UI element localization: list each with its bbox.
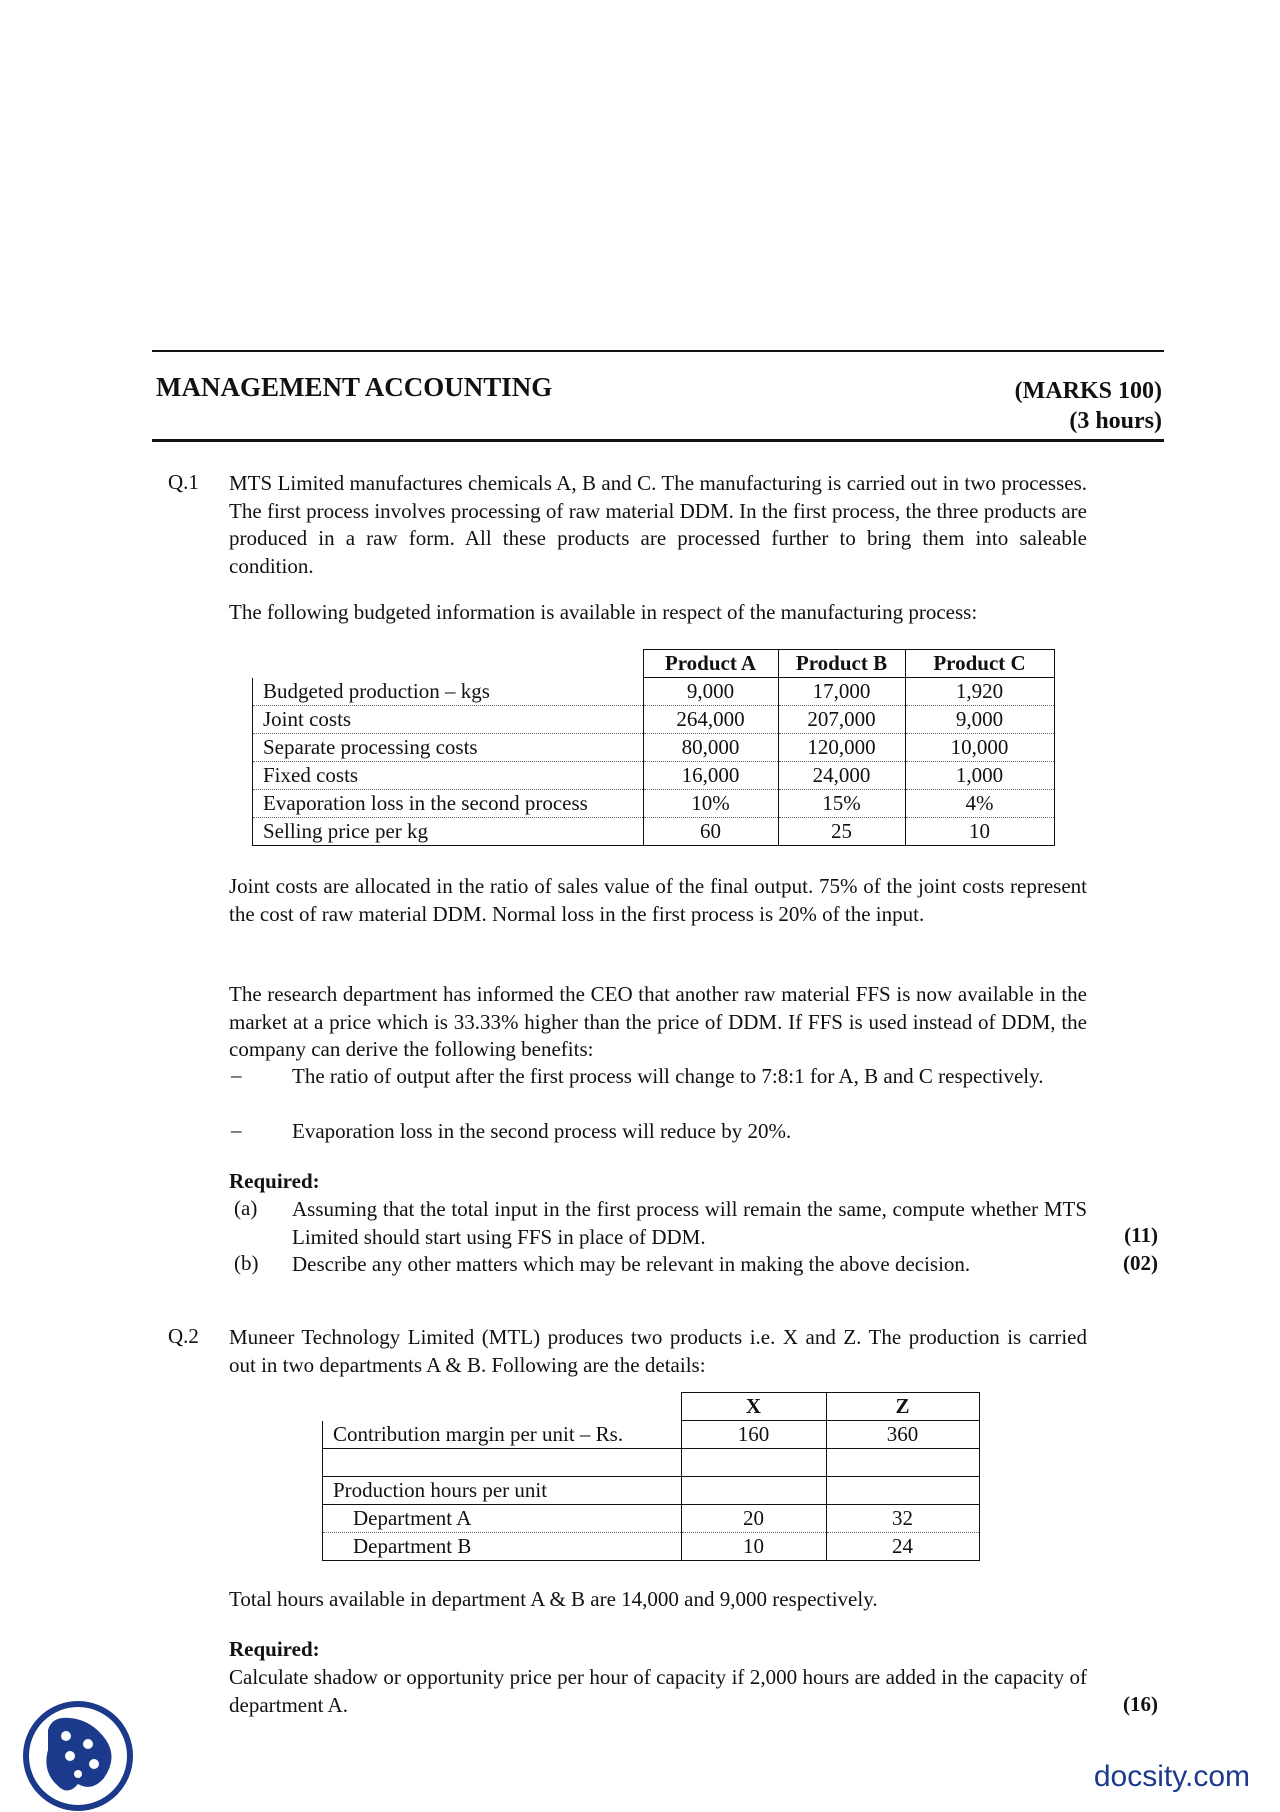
row-label: Contribution margin per unit – Rs. xyxy=(323,1421,682,1449)
research-paragraph: The research department has informed the CEO that another raw material FFS is now available in the market at a price which is 33.33% higher than the price of DDM. If FFS is used instead of DDM, the company can derive the following benefits: xyxy=(229,982,1087,1061)
question-1-budget-intro: The following budgeted information is available in respect of the manufacturing process: xyxy=(229,600,978,624)
cell-value: 10 xyxy=(681,1533,826,1561)
question-1-number: Q.1 xyxy=(168,470,199,494)
cell-value: 10 xyxy=(905,818,1054,846)
col-product-x: X xyxy=(681,1393,826,1421)
row-label: Department B xyxy=(323,1533,682,1561)
bullet-dash: – xyxy=(231,1118,242,1142)
cell-value: 160 xyxy=(681,1421,826,1449)
question-2-intro: Muneer Technology Limited (MTL) produces two products i.e. X and Z. The production is carried out in two departments A & B. Following are the details: xyxy=(229,1325,1087,1377)
table-row xyxy=(323,1421,980,1449)
table-row xyxy=(323,1449,980,1477)
header-top-rule xyxy=(152,350,1164,352)
header-marks xyxy=(1015,376,1162,436)
part-b-text: Describe any other matters which may be relevant in making the above decision. xyxy=(292,1252,971,1276)
question-2-number: Q.2 xyxy=(168,1324,199,1348)
cell-value xyxy=(826,1477,979,1505)
row-label: Budgeted production – kgs xyxy=(253,678,644,706)
cell-value: 16,000 xyxy=(643,762,778,790)
row-label: Evaporation loss in the second process xyxy=(253,790,644,818)
benefit-item-2: Evaporation loss in the second process will reduce by 20%. xyxy=(292,1119,792,1143)
total-marks: (MARKS 100) xyxy=(1014,378,1162,404)
table-row xyxy=(253,818,1055,846)
row-label xyxy=(323,1449,682,1477)
row-label: Separate processing costs xyxy=(253,734,644,762)
col-product-z: Z xyxy=(826,1393,979,1421)
cell-value: 80,000 xyxy=(643,734,778,762)
cell-value xyxy=(681,1449,826,1477)
cell-value: 24 xyxy=(826,1533,979,1561)
row-label: Joint costs xyxy=(253,706,644,734)
table-row xyxy=(323,1505,980,1533)
row-label: Fixed costs xyxy=(253,762,644,790)
cell-value: 25 xyxy=(778,818,905,846)
cell-value: 10% xyxy=(643,790,778,818)
table-row xyxy=(253,762,1055,790)
table-row xyxy=(253,706,1055,734)
cell-value: 15% xyxy=(778,790,905,818)
part-a-text: Assuming that the total input in the first process will remain the same, compute whether MTS Limited should start using FFS in place of DDM. xyxy=(292,1197,1087,1249)
cell-value: 20 xyxy=(681,1505,826,1533)
part-b-marks: (02) xyxy=(1123,1251,1158,1275)
cell-value: 60 xyxy=(643,818,778,846)
part-a-marks: (11) xyxy=(1124,1223,1158,1247)
cell-value: 9,000 xyxy=(905,706,1054,734)
production-table-header xyxy=(323,1393,980,1421)
cell-value: 4% xyxy=(905,790,1054,818)
col-product-a: Product A xyxy=(643,650,778,678)
cell-value: 1,920 xyxy=(905,678,1054,706)
cell-value: 120,000 xyxy=(778,734,905,762)
cell-value: 17,000 xyxy=(778,678,905,706)
bullet-dash: – xyxy=(231,1063,242,1087)
table-row xyxy=(253,790,1055,818)
cell-value xyxy=(826,1449,979,1477)
header-bottom-rule xyxy=(152,439,1164,442)
row-label: Production hours per unit xyxy=(323,1477,682,1505)
row-label: Selling price per kg xyxy=(253,818,644,846)
cell-value xyxy=(681,1477,826,1505)
production-table xyxy=(322,1392,980,1561)
page-title: MANAGEMENT ACCOUNTING xyxy=(156,372,553,402)
part-a-label: (a) xyxy=(234,1196,258,1220)
row-label: Department A xyxy=(323,1505,682,1533)
docsity-logo-icon[interactable] xyxy=(22,1700,134,1812)
table-row xyxy=(253,734,1055,762)
cell-value: 207,000 xyxy=(778,706,905,734)
table-row xyxy=(253,678,1055,706)
docsity-brand-link[interactable]: docsity.com xyxy=(1093,1760,1250,1793)
cell-value: 264,000 xyxy=(643,706,778,734)
budget-table xyxy=(252,649,1055,846)
joint-costs-paragraph: Joint costs are allocated in the ratio of sales value of the final output. 75% of the joint costs represent the cost of raw material DDM. Normal loss in the first process is 20% of the input. xyxy=(229,874,1087,926)
cell-value: 10,000 xyxy=(905,734,1054,762)
cell-value: 24,000 xyxy=(778,762,905,790)
cell-value: 9,000 xyxy=(643,678,778,706)
q2-required-text: Calculate shadow or opportunity price per hour of capacity if 2,000 hours are added in the capacity of department A. xyxy=(229,1665,1087,1717)
cell-value: 1,000 xyxy=(905,762,1054,790)
col-product-b: Product B xyxy=(778,650,905,678)
q2-marks: (16) xyxy=(1123,1692,1158,1716)
part-b-label: (b) xyxy=(234,1251,259,1275)
cell-value: 360 xyxy=(826,1421,979,1449)
table-row xyxy=(323,1477,980,1505)
question-1-intro: MTS Limited manufactures chemicals A, B and C. The manufacturing is carried out in two processes. The first process involves processing of raw material DDM. In the first process, the three products are produced in a raw form. All these products are processed further to bring them into saleable condition. xyxy=(229,471,1087,578)
budget-table-header xyxy=(253,650,1055,678)
cell-value: 32 xyxy=(826,1505,979,1533)
exam-duration: (3 hours) xyxy=(1069,408,1162,434)
q1-required-label: Required: xyxy=(229,1169,320,1193)
benefit-item-1: The ratio of output after the first process will change to 7:8:1 for A, B and C respectively. xyxy=(292,1064,1044,1088)
col-product-c: Product C xyxy=(905,650,1054,678)
hours-available-text: Total hours available in department A & B are 14,000 and 9,000 respectively. xyxy=(229,1587,878,1611)
q2-required-label: Required: xyxy=(229,1637,320,1661)
table-row xyxy=(323,1533,980,1561)
